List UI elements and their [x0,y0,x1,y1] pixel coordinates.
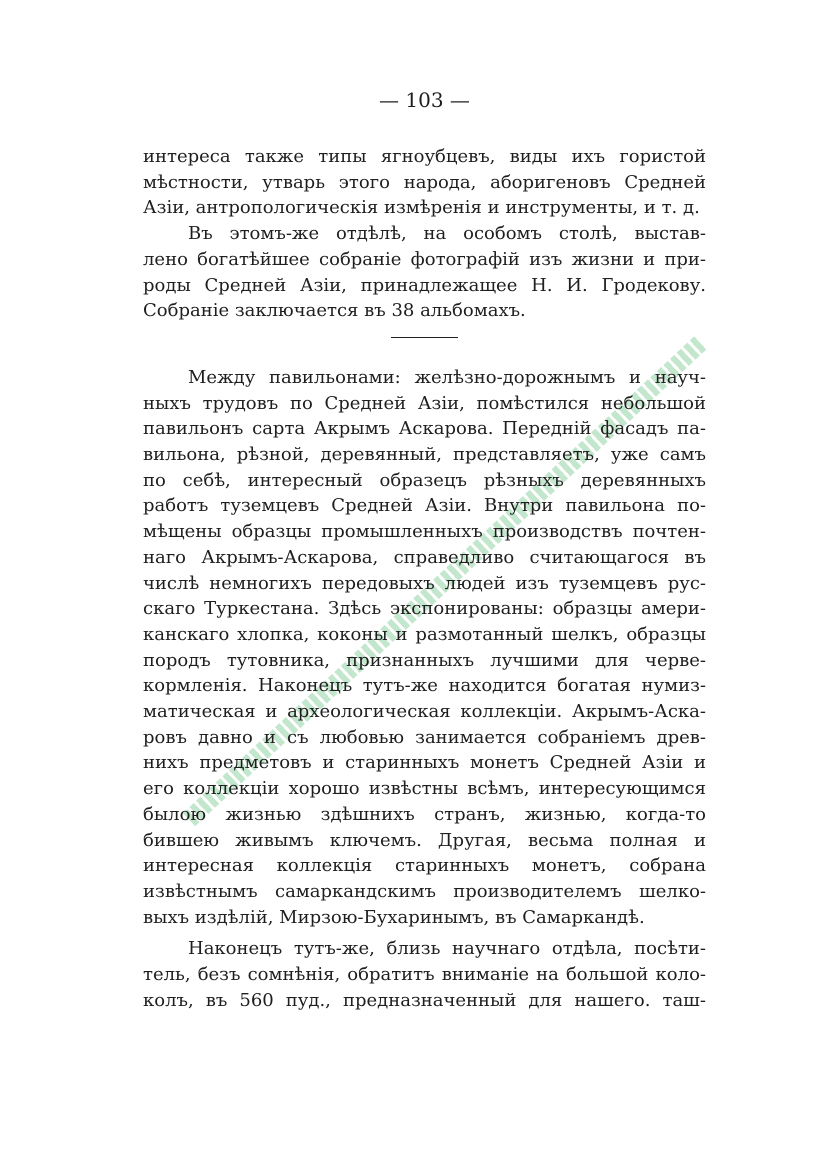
text-line: мѣщены образцы промышленныхъ производствъ почтен- [143,521,706,543]
text-line: по себѣ, интересный образецъ рѣзныхъ деревянныхъ [143,469,706,491]
text-line: канскаго хлопка, коконы и размотанный шелкъ, образцы [143,623,706,645]
text-line: павильонъ сарта Акрымъ Аскарова. Передній фасадъ па- [143,418,706,440]
text-line: Азіи, антропологическія измѣренія и инструменты, и т. д. [143,197,700,219]
text-line: вильона, рѣзной, деревянный, представляетъ, уже самъ [143,444,706,466]
paragraph-1 [143,144,706,221]
text-line: тель, безъ сомнѣнія, обратитъ вниманіе на большой коло- [143,964,706,986]
text-line: кормленія. Наконецъ тутъ-же находится богатая нумиз- [143,675,706,697]
text-line: интересная коллекція старинныхъ монетъ, собрана [143,855,706,877]
page-text [143,88,706,1014]
text-line: Наконецъ тутъ-же, близь научнаго отдѣла, посѣти- [188,938,706,960]
text-line: Собраніе заключается въ 38 альбомахъ. [143,300,526,322]
text-line: колъ, въ 560 пуд., предназначенный для нашего. таш- [143,989,706,1011]
text-line: его коллекціи хорошо извѣстны всѣмъ, интересующимся [143,778,706,800]
text-line: былою жизнью здѣшнихъ странъ, жизнью, когда-то [143,803,706,825]
text-line: лено богатѣйшее собраніе фотографій изъ жизни и при- [143,248,706,270]
paragraph-4 [143,936,706,1013]
text-line: извѣстнымъ самаркандскимъ производителемъ шелко- [143,880,706,902]
text-line: роды Средней Азіи, принадлежащее Н. И. Гродекову. [143,274,706,296]
section-separator [391,337,458,338]
text-line: скаго Туркестана. Здѣсь экспонированы: образцы амери- [143,598,706,620]
text-line: числѣ немногихъ передовыхъ людей изъ туземцевъ рус- [143,572,706,594]
text-line: матическая и археологическая коллекціи. Акрымъ-Аска- [143,701,706,723]
text-line: Въ этомъ-же отдѣлѣ, на особомъ столѣ, выстав- [188,223,706,245]
text-line: породъ тутовника, признанныхъ лучшими для черве- [143,649,706,671]
text-line: мѣстности, утварь этого народа, аборигеновъ Средней [143,171,706,193]
paragraph-3 [143,365,706,930]
text-line: нихъ предметовъ и старинныхъ монетъ Средней Азіи и [143,752,706,774]
text-line: бившею живымъ ключемъ. Другая, весьма полная и [143,829,706,851]
text-line: работъ туземцевъ Средней Азіи. Внутри павильона по- [143,495,706,517]
text-line: Между павильонами: желѣзно-дорожнымъ и науч- [188,366,706,388]
page-number: — 103 — [379,88,470,112]
paragraph-2 [143,221,706,324]
text-line: ныхъ трудовъ по Средней Азіи, помѣстился небольшой [143,392,706,414]
text-line: интереса также типы ягноубцевъ, виды ихъ гористой [143,146,706,167]
text-line: ровъ давно и съ любовью занимается собраніемъ древ- [143,726,706,748]
text-line: выхъ издѣлій, Мирзою-Бухаринымъ, въ Самаркандѣ. [143,906,645,928]
text-line: наго Акрымъ-Аскарова, справедливо считающагося въ [143,546,706,568]
